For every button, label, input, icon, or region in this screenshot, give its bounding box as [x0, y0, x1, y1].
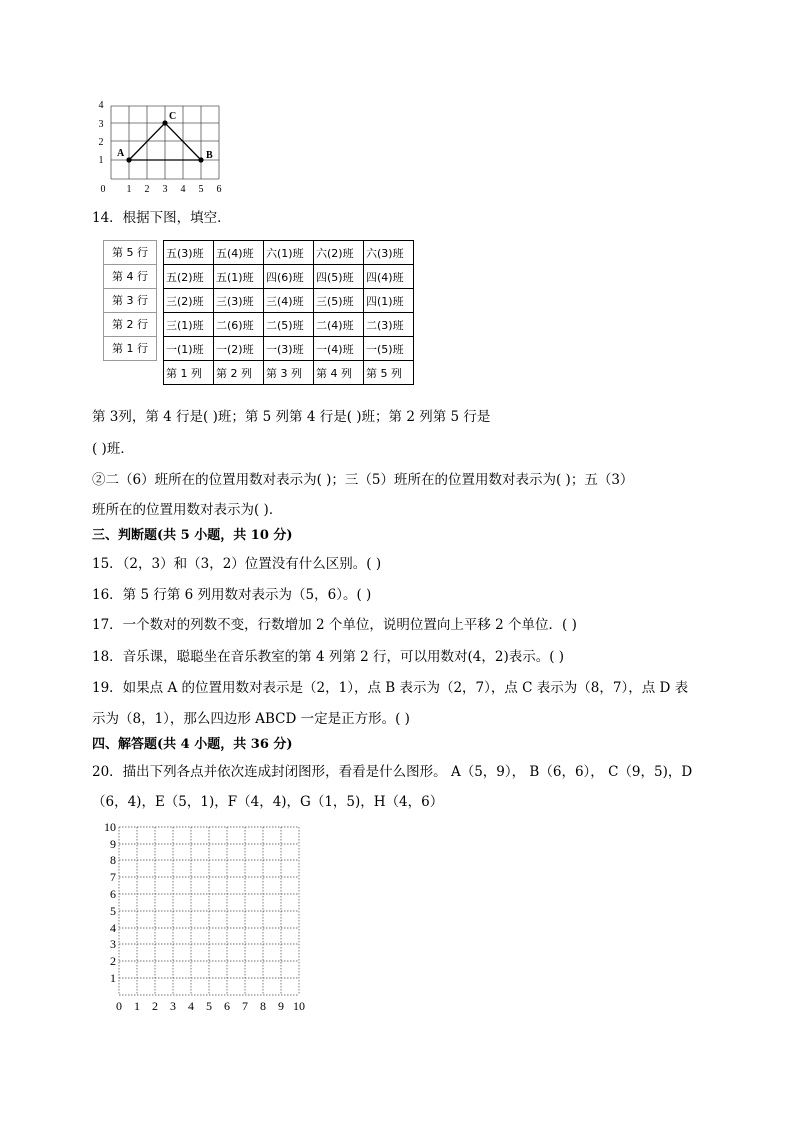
- graph2-x-tick: 4: [188, 999, 194, 1013]
- graph2-x-tick: 0: [116, 999, 122, 1013]
- table-cell: 三(2)班: [164, 289, 214, 313]
- column-label-row: [164, 361, 414, 385]
- graph2-y-tick: 10: [104, 822, 116, 834]
- graph2-x-tick: 10: [293, 999, 305, 1013]
- q18: 18．音乐课，聪聪坐在音乐教室的第 4 列第 2 行，可以用数对(4，2)表示。( ): [92, 649, 565, 665]
- table-cell: 五(1)班: [214, 265, 264, 289]
- graph1-x-tick: 2: [144, 184, 150, 195]
- table-cell: 四(4)班: [364, 265, 414, 289]
- table-cell: 五(4)班: [214, 241, 264, 265]
- graph2-y-tick: 4: [110, 921, 116, 935]
- graph1-y-ticks: [99, 100, 104, 166]
- point-b-label: B: [206, 150, 213, 161]
- table-cell: 二(3)班: [364, 313, 414, 337]
- table-cell: 一(4)班: [314, 337, 364, 361]
- table-cell: 六(1)班: [264, 241, 314, 265]
- q14-fill-line-1: 第 3列，第 4 行是( )班；第 5 列第 4 行是( )班；第 2 列第 5 行是: [92, 409, 491, 425]
- graph1-gridlines: [111, 106, 219, 179]
- column-label: 第 4 列: [314, 361, 364, 385]
- table-cell: 三(4)班: [264, 289, 314, 313]
- q20-line-2: （6，4)，E（5，1)，F（4，4)，G（1，5)，H（4，6）: [92, 794, 444, 810]
- graph2-y-tick: 8: [110, 853, 116, 867]
- row-labels: [103, 240, 157, 361]
- graph2-y-tick: 9: [110, 837, 116, 851]
- graph2-y-tick: 3: [110, 937, 116, 951]
- graph2-y-tick: 1: [110, 971, 116, 985]
- point-c: [162, 120, 167, 125]
- table-cell: 一(3)班: [264, 337, 314, 361]
- graph2-x-tick: 2: [152, 999, 158, 1013]
- graph1-x-tick: 3: [162, 184, 168, 195]
- section4-heading: 四、解答题(共 4 小题，共 36 分): [92, 737, 293, 752]
- column-label: 第 5 列: [364, 361, 414, 385]
- table-row: [164, 265, 414, 289]
- table-cell: 一(1)班: [164, 337, 214, 361]
- graph1-y-tick: 3: [98, 119, 104, 130]
- table-cell: 二(5)班: [264, 313, 314, 337]
- graph1-x-tick: 4: [180, 184, 186, 195]
- table-row: [164, 337, 414, 361]
- q14-fill-line-4: 班所在的位置用数对表示为( )．: [92, 502, 283, 518]
- q16: 16．第 5 行第 6 列用数对表示为（5，6）。( ): [92, 587, 372, 603]
- graph2-x-tick: 9: [278, 999, 284, 1013]
- q14-fill-line-3: ②二（6）班所在的位置用数对表示为( )；三（5）班所在的位置用数对表示为( )；五（3）: [92, 472, 634, 488]
- table-cell: 六(2)班: [314, 241, 364, 265]
- q19-line-2: 示为（8，1），那么四边形 ABCD 一定是正方形。( ): [92, 711, 410, 727]
- table-cell: 二(6)班: [214, 313, 264, 337]
- table-cell: 三(5)班: [314, 289, 364, 313]
- point-a-label: A: [117, 148, 125, 159]
- graph1-x-ticks: [101, 184, 222, 195]
- graph1-y-tick: 4: [98, 100, 104, 111]
- graph2-x-tick: 3: [170, 999, 176, 1013]
- graph2-x-tick: 8: [260, 999, 266, 1013]
- column-label: 第 2 列: [214, 361, 264, 385]
- graph1-y-tick: 2: [98, 137, 104, 148]
- row-label: 第 5 行: [104, 241, 156, 265]
- graph2-y-ticks: [104, 822, 116, 985]
- graph2-y-tick: 6: [110, 887, 116, 901]
- column-label: 第 3 列: [264, 361, 314, 385]
- graph2-x-tick: 6: [224, 999, 230, 1013]
- table-row: [164, 241, 414, 265]
- point-b: [198, 157, 203, 162]
- graph1-x-tick: 5: [198, 184, 204, 195]
- graph2-y-tick: 2: [110, 954, 116, 968]
- row-label: 第 2 行: [104, 313, 156, 337]
- class-seating-table: [163, 240, 414, 385]
- table-row: [164, 289, 414, 313]
- graph2-y-tick: 7: [110, 870, 116, 884]
- table-cell: 五(2)班: [164, 265, 214, 289]
- graph1-x-tick: 0: [100, 184, 106, 195]
- table-cell: 三(1)班: [164, 313, 214, 337]
- row-label: 第 3 行: [104, 289, 156, 313]
- q19-line-1: 19．如果点 A 的位置用数对表示是（2，1），点 B 表示为（2，7），点 C 表示为（8，7），点 D 表: [92, 680, 689, 696]
- graph1-x-tick: 6: [216, 184, 222, 195]
- table-cell: 五(3)班: [164, 241, 214, 265]
- graph-grid-10x10: [98, 822, 314, 1014]
- column-label: 第 1 列: [164, 361, 214, 385]
- graph1-x-tick: 1: [126, 184, 132, 195]
- table-cell: 四(1)班: [364, 289, 414, 313]
- table-cell: 三(3)班: [214, 289, 264, 313]
- graph2-x-tick: 1: [134, 999, 140, 1013]
- point-a: [126, 157, 131, 162]
- graph2-x-tick: 7: [242, 999, 248, 1013]
- point-c-label: C: [169, 111, 177, 122]
- section3-heading: 三、判断题(共 5 小题，共 10 分): [92, 528, 293, 543]
- table-cell: 四(6)班: [264, 265, 314, 289]
- q14-fill-line-2: ( )班．: [92, 441, 134, 457]
- q17: 17．一个数对的列数不变，行数增加 2 个单位，说明位置向上平移 2 个单位．( ): [92, 617, 577, 633]
- graph-triangle-abc: [90, 96, 240, 198]
- table-cell: 二(4)班: [314, 313, 364, 337]
- graph2-gridlines: [119, 827, 299, 995]
- q14-title: 14．根据下图，填空．: [92, 210, 231, 226]
- row-label: 第 4 行: [104, 265, 156, 289]
- table-cell: 一(2)班: [214, 337, 264, 361]
- q20-line-1: 20．描出下列各点并依次连成封闭图形，看看是什么图形。 A（5，9）， B（6，6）， C（9，5)，D: [92, 764, 693, 780]
- graph2-x-tick: 5: [206, 999, 212, 1013]
- table-cell: 六(3)班: [364, 241, 414, 265]
- graph1-y-tick: 1: [98, 155, 104, 166]
- q15: 15．（2，3）和（3，2）位置没有什么区别。( ): [92, 556, 382, 572]
- graph2-y-tick: 5: [110, 904, 116, 918]
- table-cell: 四(5)班: [314, 265, 364, 289]
- table-cell: 一(5)班: [364, 337, 414, 361]
- table-row: [164, 313, 414, 337]
- row-label: 第 1 行: [112, 342, 148, 355]
- graph2-x-ticks: [116, 999, 305, 1013]
